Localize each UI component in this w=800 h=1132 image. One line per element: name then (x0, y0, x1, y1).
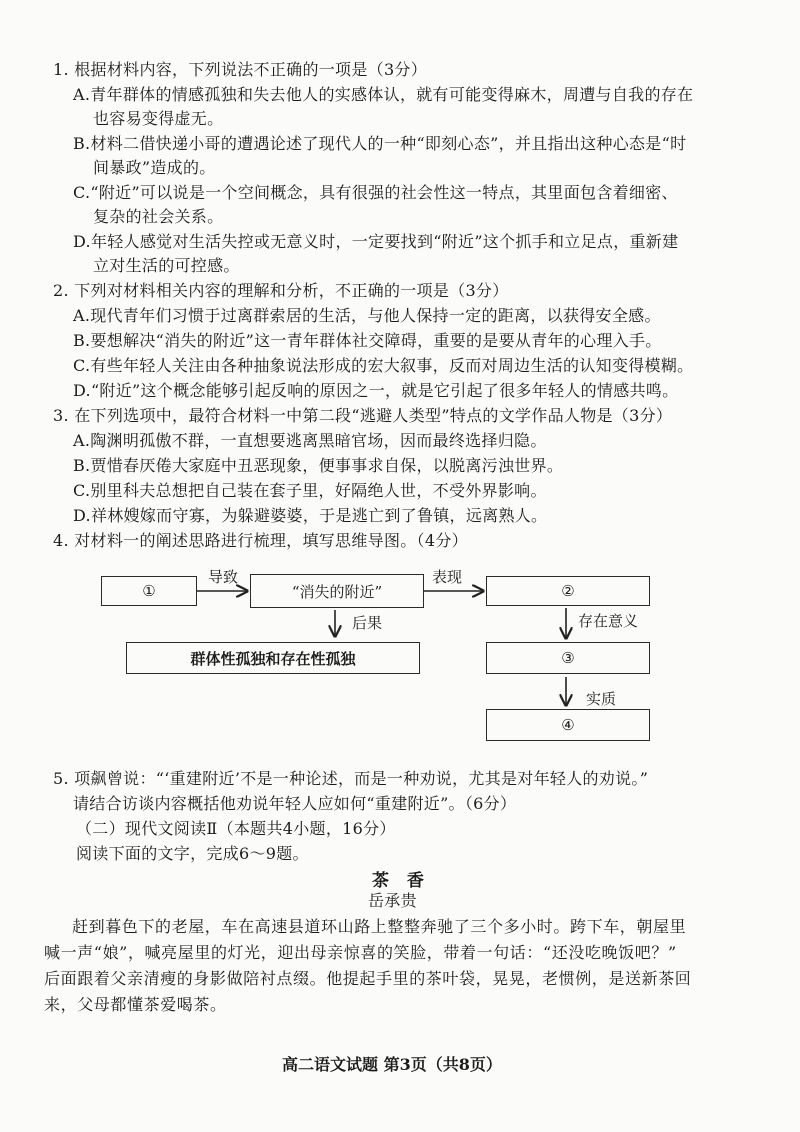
page-footer: 高二语文试题 第3页（共8页） (282, 1055, 502, 1074)
q3-stem: 3. 在下列选项中，最符合材料一中第二段“逃避人类型”特点的文学作品人物是（3分） (53, 406, 673, 425)
q5-line1: 5. 项飙曾说：“‘重建附近’不是一种论述，而是一种劝说，尤其是对年轻人的劝说。” (53, 769, 649, 788)
article-paragraph-line2: 喊一声“娘”，喊亮屋里的灯光，迎出母亲惊喜的笑脸，带着一句话：“还没吃晚饭吧？” (44, 943, 677, 962)
q4-stem: 4. 对材料一的阐述思路进行梳理，填写思维导图。（4分） (53, 531, 468, 550)
article-paragraph-line3: 后面跟着父亲清瘦的身影做陪衬点缀。他提起手里的茶叶袋，晃晃，老惯例，是送新茶回 (44, 969, 692, 988)
q3-option-d: D.祥林嫂嫁而守寡，为躲避婆婆，于是逃亡到了鲁镇，远离熟人。 (73, 506, 548, 525)
mind-map-box-4: ④ (486, 709, 650, 741)
label-result: 后果 (352, 614, 383, 632)
mind-map-box-center: “消失的附近” (250, 574, 424, 608)
q1-option-d-line1: D.年轻人感觉对生活失控或无意义时，一定要找到“附近”这个抓手和立足点，重新建 (73, 232, 679, 251)
article-paragraph-line4: 来，父母都懂茶爱喝茶。 (44, 995, 227, 1014)
section-instruction: 阅读下面的文字，完成6～9题。 (76, 844, 309, 863)
article-title: 茶 香 (372, 871, 430, 891)
q2-option-c: C.有些年轻人关注由各种抽象说法形成的宏大叙事，反而对周边生活的认知变得模糊。 (73, 356, 694, 375)
q1-option-c-line2: 复杂的社会关系。 (93, 207, 224, 226)
label-meaning: 存在意义 (578, 612, 639, 630)
mind-map-box-2: ② (486, 576, 650, 606)
q3-option-a: A.陶渊明孤傲不群，一直想要逃离黑暗官场，因而最终选择归隐。 (73, 431, 547, 450)
q2-option-b: B.要想解决“消失的附近”这一青年群体社交障碍，重要的是要从青年的心理入手。 (73, 331, 662, 350)
label-essence: 实质 (586, 690, 617, 708)
q1-option-a-line1: A.青年群体的情感孤独和失去他人的实感体认，就有可能变得麻木，周遭与自我的存在 (73, 85, 694, 104)
q2-option-d: D.“附近”这个概念能够引起反响的原因之一，就是它引起了很多年轻人的情感共鸣。 (73, 381, 679, 400)
mind-map-box-3: ③ (486, 642, 650, 674)
q3-option-b: B.贾惜春厌倦大家庭中丑恶现象，便事事求自保，以脱离污浊世界。 (73, 456, 564, 475)
q1-option-d-line2: 立对生活的可控感。 (93, 256, 240, 275)
q3-option-c: C.别里科夫总想把自己装在套子里，好隔绝人世，不受外界影响。 (73, 481, 547, 500)
q1-option-c-line1: C.“附近”可以说是一个空间概念，具有很强的社会性这一特点，其里面包含着细密、 (73, 183, 678, 202)
q1-option-b-line1: B.材料二借快递小哥的遭遇论述了现代人的一种“即刻心态”，并且指出这种心态是“时 (73, 134, 687, 153)
mind-map-box-bottom: 群体性孤独和存在性孤独 (126, 642, 420, 674)
q1-option-b-line2: 间暴政”造成的。 (93, 158, 216, 177)
section-heading: （二）现代文阅读Ⅱ（本题共4小题，16分） (76, 819, 396, 838)
mind-map-box-1: ① (101, 576, 197, 606)
q2-stem: 2. 下列对材料相关内容的理解和分析，不正确的一项是（3分） (53, 281, 509, 300)
q1-option-a-line2: 也容易变得虚无。 (93, 109, 224, 128)
q5-line2: 请结合访谈内容概括他劝说年轻人应如何“重建附近”。（6分） (73, 794, 517, 813)
article-paragraph-line1: 赶到暮色下的老屋，车在高速县道环山路上整整奔驰了三个多小时。跨下车，朝屋里 (72, 917, 687, 936)
label-show: 表现 (432, 568, 463, 586)
q1-stem: 1. 根据材料内容，下列说法不正确的一项是（3分） (53, 60, 428, 79)
label-cause: 导致 (208, 568, 239, 586)
article-author: 岳承贵 (368, 891, 417, 910)
q2-option-a: A.现代青年们习惯于过离群索居的生活，与他人保持一定的距离，以获得安全感。 (73, 306, 661, 325)
